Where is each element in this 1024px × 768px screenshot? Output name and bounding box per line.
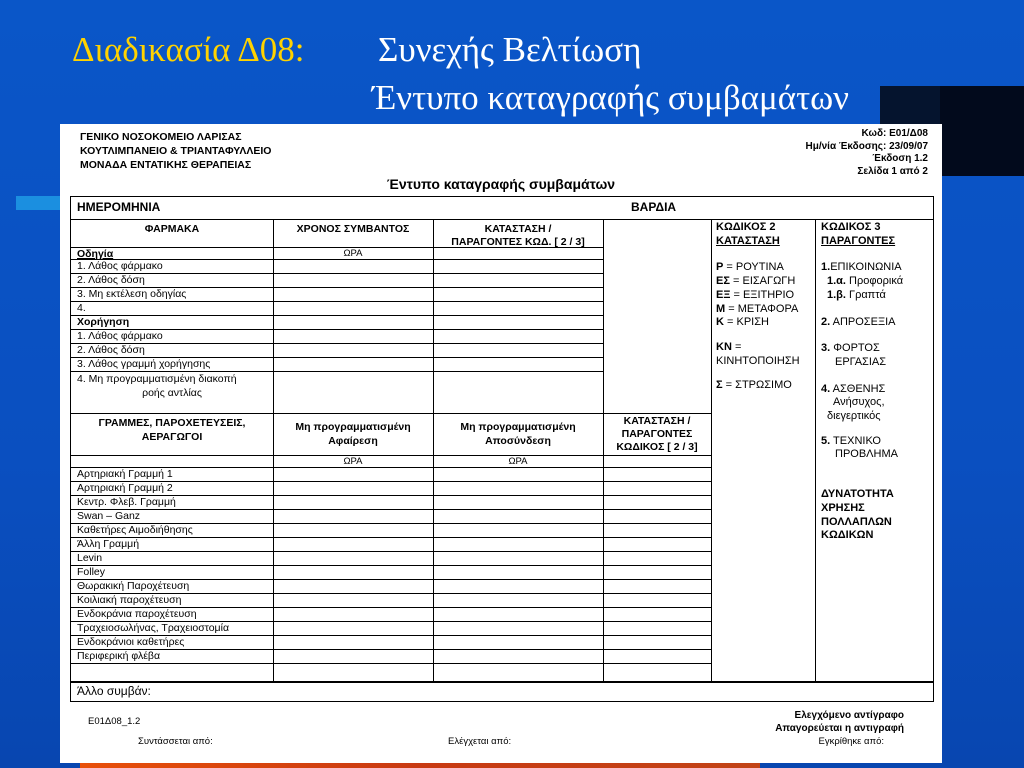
doc-version: Έκδοση 1.2 <box>872 153 928 164</box>
line-row: Αρτηριακή Γραμμή 1 <box>77 468 173 480</box>
code2-item-kn-text: ΚΙΝΗΤΟΠΟΙΗΣΗ <box>716 354 800 367</box>
lines-header-1: ΓΡΑΜΜΕΣ, ΠΑΡΟΧΕΤΕΥΣΕΙΣ, <box>98 417 246 429</box>
footer-controlled-copy: Ελεγχόμενο αντίγραφο <box>794 710 904 721</box>
footer-checked-by: Ελέγχεται από: <box>448 736 512 747</box>
grid-line <box>71 301 603 302</box>
line-row: Τραχειοσωλήνας, Τραχειοστομία <box>77 622 230 634</box>
admin-row: 3. Λάθος γραμμή χορήγησης <box>77 358 211 370</box>
code3-factor-5: 5. ΤΕΧΝΙΚΟ <box>821 434 881 447</box>
code3-factor-1: 1.ΕΠΙΚΟΙΝΩΝΙΑ <box>821 261 902 274</box>
shift-label: ΒΑΡΔΙΑ <box>631 200 677 214</box>
decor-darker-block <box>940 86 1024 176</box>
code2-title-1: ΚΩΔΙΚΟΣ 2 <box>716 221 776 233</box>
status-header-2: ΠΑΡΑΓΟΝΤΕΣ ΚΩΔ. [ 2 / 3] <box>451 236 585 248</box>
code2-item: ΕΣ = ΕΙΣΑΓΩΓΗ <box>716 275 796 288</box>
doc-code: Κωδ: Ε01/Δ08 <box>861 128 928 139</box>
line-row: Ενδοκράνια παροχέτευση <box>77 608 197 620</box>
grid-line <box>71 413 711 414</box>
code2-item: Ρ = ΡΟΥΤΙΝΑ <box>716 261 784 274</box>
grid-line <box>71 565 711 566</box>
other-incident-label: Άλλο συμβάν: <box>77 684 151 698</box>
time-header: ΧΡΟΝΟΣ ΣΥΜΒΑΝΤΟΣ <box>296 223 410 235</box>
order-row: 2. Λάθος δόση <box>77 274 145 286</box>
admin-row-4: 4. Μη προγραμματισμένη διακοπή <box>77 373 237 385</box>
status2-header-1: ΚΑΤΑΣΤΑΣΗ / <box>623 415 691 427</box>
line-row: Κοιλιακή παροχέτευση <box>77 594 182 606</box>
order-row: 3. Μη εκτέλεση οδηγίας <box>77 288 187 300</box>
slide-title-sub: Έντυπο καταγραφής συμβαμάτων <box>372 78 850 117</box>
incident-form <box>60 124 942 763</box>
admin-row: 1. Λάθος φάρμακο <box>77 330 163 342</box>
code3-factor-3-cont: ΕΡΓΑΣΙΑΣ <box>835 355 887 368</box>
grid-line <box>711 219 712 681</box>
code3-factor-4: 4. ΑΣΘΕΝΗΣ <box>821 382 886 395</box>
hour-label: ΩΡΑ <box>343 456 363 467</box>
code3-multi-1: ΔΥΝΑΤΟΤΗΤΑ <box>821 488 894 501</box>
code2-item: Κ = ΚΡΙΣΗ <box>716 316 769 329</box>
org-line: ΚΟΥΤΛΙΜΠΑΝΕΙΟ & ΤΡΙΑΝΤΑΦΥΛΛΕΙΟ <box>80 145 272 157</box>
code2-title-2: ΚΑΤΑΣΤΑΣΗ <box>716 234 780 247</box>
footer-doc-code: Ε01Δ08_1.2 <box>88 716 141 727</box>
grid-line <box>815 219 816 681</box>
footer-no-copy: Απαγορεύεται η αντιγραφή <box>775 723 904 734</box>
slide-title-main: Συνεχής Βελτίωση <box>378 30 642 69</box>
code2-legend <box>716 221 800 393</box>
line-row: Ενδοκράνιοι καθετήρες <box>77 636 185 648</box>
grid-line <box>71 551 711 552</box>
line-row: Levin <box>77 552 103 564</box>
code2-item: Μ = ΜΕΤΑΦΟΡΑ <box>716 302 799 315</box>
code3-title-2: ΠΑΡΑΓΟΝΤΕΣ <box>821 234 896 247</box>
grid-line <box>71 273 603 274</box>
disconnect-header-2: Αποσύνδεση <box>485 435 551 447</box>
status2-header-3: ΚΩΔΙΚΟΣ [ 2 / 3] <box>616 441 698 453</box>
lines-header-2: ΑΕΡΑΓΩΓΟΙ <box>141 431 203 443</box>
disconnect-header-1: Μη προγραμματισμένη <box>460 421 576 433</box>
order-row: 1. Λάθος φάρμακο <box>77 260 163 272</box>
code3-legend <box>821 221 903 543</box>
org-line: ΓΕΝΙΚΟ ΝΟΣΟΚΟΜΕΙΟ ΛΑΡΙΣΑΣ <box>80 131 242 143</box>
line-row: Αρτηριακή Γραμμή 2 <box>77 482 173 494</box>
other-incident-field[interactable] <box>70 682 934 702</box>
doc-page: Σελίδα 1 από 2 <box>857 165 928 177</box>
code2-item-s: Σ = ΣΤΡΩΣΙΜΟ <box>716 379 792 392</box>
code3-factor-1a: 1.α. Προφορικά <box>827 275 904 288</box>
line-row: Καθετήρες Αιμοδιήθησης <box>77 524 193 536</box>
grid-line <box>71 371 603 372</box>
line-row: Κεντρ. Φλεβ. Γραμμή <box>77 496 176 508</box>
line-row: Swan – Ganz <box>77 510 141 522</box>
grid-line <box>273 219 274 681</box>
org-line: ΜΟΝΑΔΑ ΕΝΤΑΤΙΚΗΣ ΘΕΡΑΠΕΙΑΣ <box>80 159 252 171</box>
grid-line <box>71 315 603 316</box>
form-title: Έντυπο καταγραφής συμβαμάτων <box>386 176 616 192</box>
form-org-header <box>80 130 271 172</box>
removal-header-1: Μη προγραμματισμένη <box>295 421 411 433</box>
code3-factor-1b: 1.β. Γραπτά <box>827 288 886 301</box>
line-row: Θωρακική Παροχέτευση <box>77 580 190 592</box>
form-doc-info <box>805 128 928 178</box>
grid-line <box>71 509 711 510</box>
date-label: ΗΜΕΡΟΜΗΝΙΑ <box>77 200 161 214</box>
order-label: Οδηγία <box>77 248 114 260</box>
code3-multi-4: ΚΩΔΙΚΩΝ <box>821 529 874 542</box>
code3-factor-2: 2. ΑΠΡΟΣΕΞΙΑ <box>821 315 896 328</box>
grid-line <box>71 219 933 220</box>
admin-label: Χορήγηση <box>77 316 130 328</box>
status2-header-2: ΠΑΡΑΓΟΝΤΕΣ <box>621 428 693 440</box>
code2-item: ΕΞ = ΕΞΙΤΗΡΙΟ <box>716 288 795 301</box>
decor-cyan-bar <box>16 196 62 210</box>
footer-composed-by: Συντάσσεται από: <box>138 736 213 747</box>
slide-title-prefix: Διαδικασία Δ08: <box>72 30 305 69</box>
drugs-header: ΦΑΡΜΑΚΑ <box>144 223 200 235</box>
code3-title-1: ΚΩΔΙΚΟΣ 3 <box>821 221 881 233</box>
footer-approved-by: Εγκρίθηκε από: <box>818 736 884 747</box>
admin-row-4-cont: ροής αντλίας <box>142 387 202 399</box>
line-row: Περιφερική φλέβα <box>77 650 161 662</box>
grid-line <box>71 663 711 664</box>
grid-line <box>71 537 711 538</box>
grid-line <box>433 219 434 681</box>
code3-factor-3: 3. ΦΟΡΤΟΣ <box>821 342 880 355</box>
code3-factor-5-cont: ΠΡΟΒΛΗΜΑ <box>835 448 898 461</box>
line-row: Άλλη Γραμμή <box>77 538 140 550</box>
line-row: Folley <box>77 566 106 578</box>
grid-line <box>71 343 603 344</box>
status-header-1: ΚΑΤΑΣΤΑΣΗ / <box>484 223 552 235</box>
code3-factor-4-cont: Ανήσυχος, <box>833 396 885 409</box>
code3-factor-4-cont2: διεγερτικός <box>827 410 881 423</box>
removal-header-2: Αφαίρεση <box>328 435 378 447</box>
admin-row: 2. Λάθος δόση <box>77 344 145 356</box>
code3-multi-2: ΧΡΗΣΗΣ <box>821 501 865 514</box>
hour-label: ΩΡΑ <box>343 248 363 259</box>
form-table <box>70 196 934 682</box>
grid-line <box>71 649 711 650</box>
doc-issue-date: Ημ/νία Έκδοσης: 23/09/07 <box>805 140 928 152</box>
code2-item-kn: ΚΝ = <box>716 340 742 353</box>
order-row: 4. <box>77 302 86 314</box>
hour-label: ΩΡΑ <box>508 456 528 467</box>
code3-multi-3: ΠΟΛΛΑΠΛΩΝ <box>821 515 892 528</box>
